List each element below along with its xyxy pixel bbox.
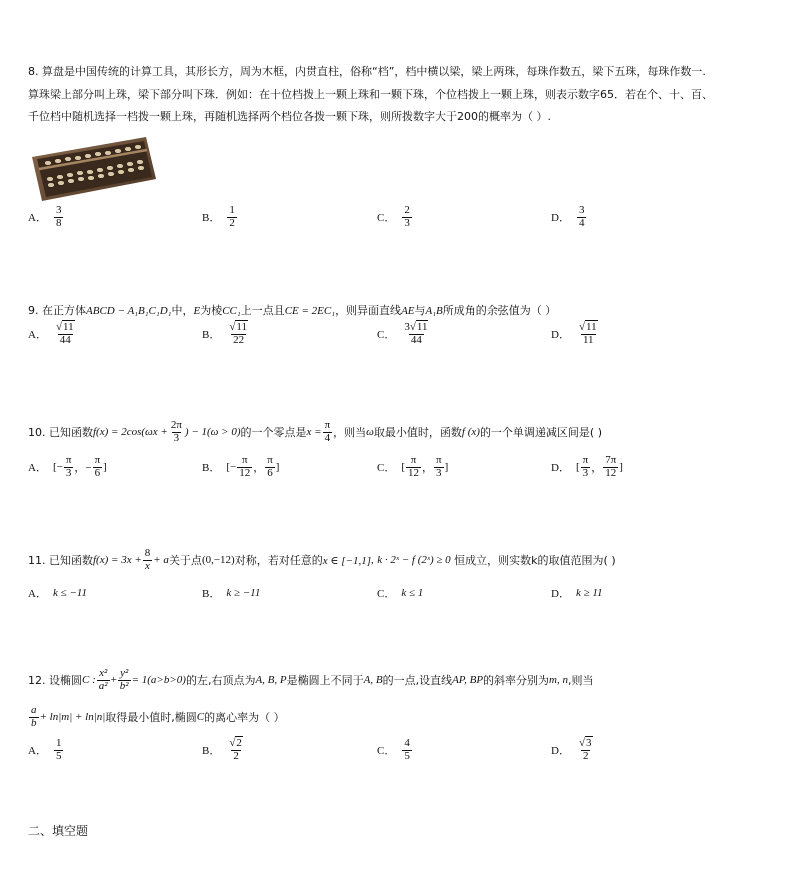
q8-line1: 8. 算盘是中国传统的计算工具，其形长方，周为木框，内贯直柱，俗称“档”，档中横以梁，梁上两珠，每珠作数五，梁下五珠，每珠作数一. — [28, 65, 706, 78]
fraction: $\frac{√11}{11}$ — [578, 321, 597, 346]
q11-option-d[interactable]: D． k ≥ 11 — [551, 587, 603, 600]
q8-line3: 千位档中随机选择一档拨一颗上珠，再随机选择两个档位各拨一颗下珠，则所拨数字大于200的概率为（ ）. — [28, 110, 551, 123]
q10-option-a[interactable]: A． [− $\frac{\pi}{3}$ ，− $\frac{\pi}{6}$ ] — [28, 454, 107, 479]
q12-option-b[interactable]: B． $\frac{√2}{2}$ — [202, 738, 246, 762]
q9-option-d[interactable]: D． $\frac{√11}{11}$ — [551, 322, 601, 346]
fraction: $\frac{3}{8}$ — [55, 204, 62, 229]
q11-option-a[interactable]: A． k ≤ −11 — [28, 587, 87, 600]
q12-option-c[interactable]: C． $\frac{4}{5}$ — [377, 737, 410, 762]
interval: [− $\frac{\pi}{3}$ ，− $\frac{\pi}{6}$ ] — [52, 454, 107, 479]
q11-option-c[interactable]: C． k ≤ 1 — [377, 587, 424, 600]
q12-stem-line1: 12. 设椭圆 C : $\frac{\text{x²}}{\text{a²}}$ + $\frac{\text{y²}}{\text{b²}}$ = 1(a>b>0) 的左,右顶点为 A, B, P 是椭圆上不同于 A, B 的一点,设直线 AP, BP 的斜率分别为 m, n ,则当 — [28, 667, 594, 692]
q9-stem: 9. 在正方体ABCD − A₁B₁C₁D₁中，E为棱CC₁上一点且CE = 2EC₁，则异面直线AE与A₁B所成角的余弦值为（ ） — [28, 304, 557, 317]
fraction: $\frac{1}{5}$ — [55, 737, 62, 762]
fraction: $\frac{√3}{2}$ — [578, 737, 592, 762]
q9-option-a[interactable]: A． $\frac{√11}{44}$ — [28, 322, 78, 346]
fraction: $\frac{2}{3}$ — [404, 204, 410, 229]
interval: [− $\frac{\pi}{12}$ ， $\frac{\pi}{6}$ ] — [226, 454, 280, 479]
q8-option-b[interactable]: B． $\frac{1}{2}$ — [202, 204, 235, 229]
q9-option-b[interactable]: B． $\frac{√11}{22}$ — [202, 322, 251, 346]
q10-option-c[interactable]: C． [ $\frac{\pi}{12}$ ， $\frac{\pi}{3}$ ] — [377, 454, 449, 479]
fraction: $\frac{√11}{22}$ — [229, 321, 247, 346]
fraction: $\frac{√11}{44}$ — [55, 321, 74, 346]
interval: [ $\frac{\pi}{12}$ ， $\frac{\pi}{3}$ ] — [401, 454, 449, 479]
fraction: $\frac{3√11}{44}$ — [404, 321, 428, 346]
q10-stem: 10. 已知函数 f(x) = 2cos(ωx + $\frac{2\pi}{3}$ ) − 1(ω > 0) 的一个零点是 x = $\frac{\pi}{4}$ ，则当 ω 取最小值时，函数 f (x) 的一个单调递减区间是( ) — [28, 419, 603, 444]
q8-option-c[interactable]: C． $\frac{2}{3}$ — [377, 204, 410, 229]
q10-option-b[interactable]: B． [− $\frac{\pi}{12}$ ， $\frac{\pi}{6}$ ] — [202, 454, 280, 479]
q12-stem-line2: $\frac{a}{b}$ + ln|m| + ln|n| 取得最小值时,椭圆 C 的离心率为（ ） — [31, 704, 285, 729]
fraction: $\frac{1}{2}$ — [229, 204, 235, 229]
q12-option-a[interactable]: A． $\frac{1}{5}$ — [28, 737, 62, 762]
q9-option-c[interactable]: C． $\frac{3√11}{44}$ — [377, 322, 431, 346]
q8-option-d[interactable]: D． $\frac{3}{4}$ — [551, 204, 585, 229]
q8-option-a[interactable]: A． $\frac{3}{8}$ — [28, 204, 62, 229]
abacus-image — [28, 135, 160, 203]
fraction: $\frac{√2}{2}$ — [229, 737, 242, 762]
interval: [ $\frac{\pi}{3}$ ， $\frac{7\pi}{12}$ ] — [575, 454, 623, 479]
q8-line2: 算珠梁上部分叫上珠，梁下部分叫下珠．例如：在十位档拨上一颗上珠和一颗下珠，个位档拨上一颗上珠，则表示数字65．若在个、十、百、 — [28, 88, 713, 101]
fraction: $\frac{3}{4}$ — [578, 204, 585, 229]
q10-option-d[interactable]: D． [ $\frac{\pi}{3}$ ， $\frac{7\pi}{12}$ ] — [551, 454, 623, 479]
q11-option-b[interactable]: B． k ≥ −11 — [202, 587, 261, 600]
fraction: $\frac{4}{5}$ — [404, 737, 410, 762]
section-title-fill-in: 二、填空题 — [28, 824, 89, 838]
q11-stem: 11. 已知函数 f(x) = 3x + $\frac{8}{x}$ + a 关于点 (0,−12) 对称，若对任意的 x ∈ [−1,1] , k · 2ˣ − f (2ˣ) ≥ 0 恒成立，则实数k的取值范围为( ) — [28, 547, 616, 572]
q12-option-d[interactable]: D． $\frac{√3}{2}$ — [551, 738, 596, 762]
